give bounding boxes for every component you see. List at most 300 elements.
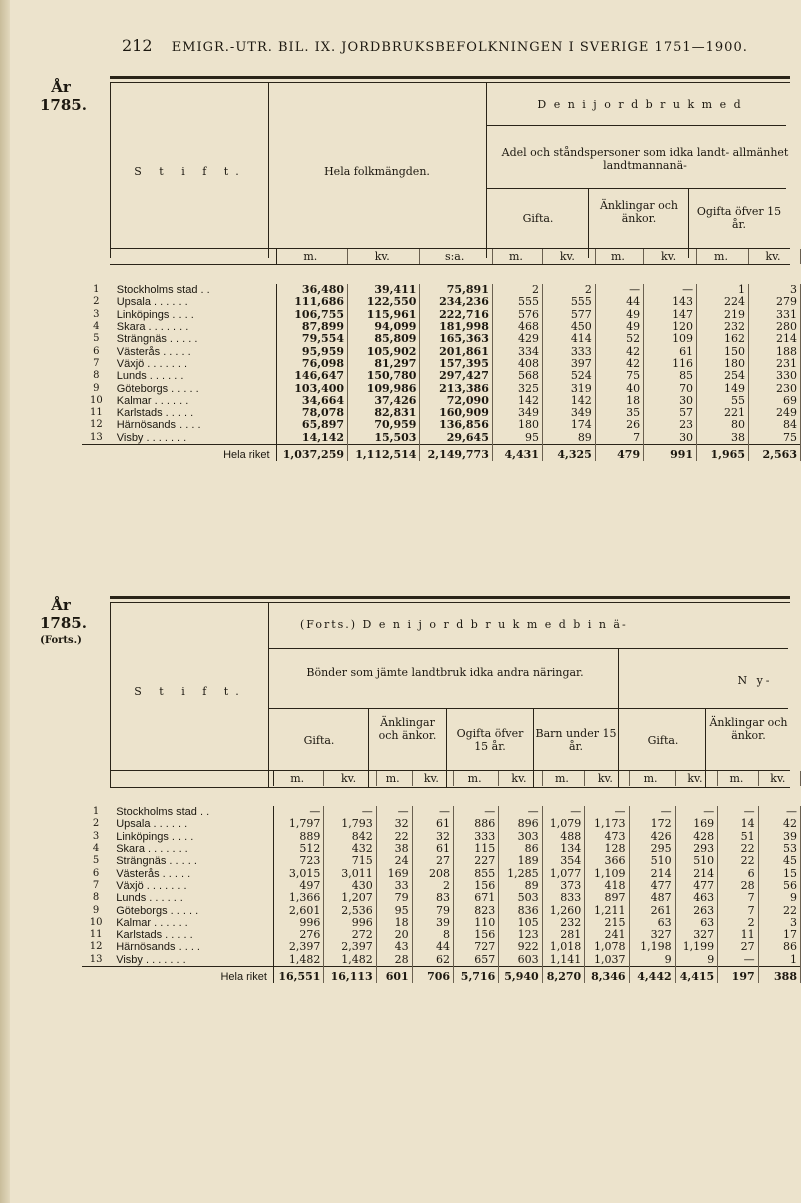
data-cell: 70 xyxy=(644,382,697,394)
data-cell: 134 xyxy=(542,843,585,855)
row-number: 10 xyxy=(89,916,103,928)
data-cell: 181,998 xyxy=(420,321,492,333)
data-cell: 723 xyxy=(273,855,323,867)
data-cell: 855 xyxy=(454,867,499,879)
data-cell: 70,959 xyxy=(348,419,420,431)
row-number: 5 xyxy=(93,333,100,345)
data-cell: 727 xyxy=(454,941,499,953)
data-cell: 109,986 xyxy=(348,382,420,394)
total-cell: 197 xyxy=(718,966,758,983)
data-cell: 224 xyxy=(697,296,749,308)
data-cell: 116 xyxy=(644,358,697,370)
data-cell: 28 xyxy=(718,880,758,892)
table-row xyxy=(82,432,801,445)
data-cell: 7 xyxy=(595,432,643,445)
row-number: 2 xyxy=(92,818,100,830)
data-cell: 1,285 xyxy=(499,867,542,879)
table-row xyxy=(82,309,801,321)
data-cell: 488 xyxy=(542,831,585,843)
data-cell: 281 xyxy=(542,929,585,941)
data-cell: 165,363 xyxy=(420,333,492,345)
row-number: 1 xyxy=(93,284,100,296)
data-cell: 418 xyxy=(585,880,629,892)
total-cell: 1,112,514 xyxy=(348,444,420,461)
data-cell: 85,809 xyxy=(348,333,420,345)
data-cell: 22 xyxy=(376,831,412,843)
data-cell: 85 xyxy=(644,370,697,382)
total-cell: 4,325 xyxy=(542,444,595,461)
stift-name: Härnösands . . . . xyxy=(110,941,273,953)
stift-name: Västerås . . . . . xyxy=(110,867,273,879)
stift-name: Växjö . . . . . . . xyxy=(110,880,273,892)
unit: m. xyxy=(697,249,749,264)
data-cell: 22 xyxy=(718,843,758,855)
data-cell: 52 xyxy=(595,333,643,345)
row-number: 4 xyxy=(93,321,100,333)
table-row xyxy=(82,929,801,941)
data-cell: 136,856 xyxy=(420,419,492,431)
unit: m. xyxy=(376,771,412,786)
year-value: 1785. xyxy=(40,614,87,632)
ogifta-header: Ogifta öfver 15 år. xyxy=(696,205,782,231)
data-cell: 149 xyxy=(697,382,749,394)
data-cell: 842 xyxy=(324,831,376,843)
data-cell: 156 xyxy=(454,880,499,892)
data-cell: 18 xyxy=(595,395,643,407)
unit: kv. xyxy=(758,771,800,786)
data-cell: 87,899 xyxy=(276,321,348,333)
row-number: 6 xyxy=(93,345,100,357)
data-cell: 27 xyxy=(718,941,758,953)
total-cell: 479 xyxy=(595,444,643,461)
data-cell: 22 xyxy=(758,904,800,916)
total-cell: 2,149,773 xyxy=(420,444,492,461)
data-cell: 222,716 xyxy=(420,309,492,321)
data-cell: 95,959 xyxy=(276,345,348,357)
unit: kv. xyxy=(324,771,376,786)
stift-name: Karlstads . . . . . xyxy=(110,929,273,941)
stift-name: Göteborgs . . . . . xyxy=(111,382,276,394)
stift-name: Upsala . . . . . . xyxy=(110,818,273,830)
data-cell: 349 xyxy=(492,407,542,419)
table-1 xyxy=(82,249,801,461)
anklingar-header: Änklingar och änkor. xyxy=(378,716,437,742)
data-cell: — xyxy=(499,806,542,818)
data-cell: 232 xyxy=(542,917,585,929)
stift-name: Linköpings . . . . xyxy=(111,309,276,321)
table-row xyxy=(82,296,801,308)
data-cell: 249 xyxy=(748,407,800,419)
data-cell: 510 xyxy=(629,855,675,867)
data-cell: 576 xyxy=(492,309,542,321)
data-cell: 254 xyxy=(697,370,749,382)
unit: kv. xyxy=(542,249,595,264)
unit: kv. xyxy=(675,771,718,786)
data-cell: 657 xyxy=(454,954,499,967)
total-cell: 1,037,259 xyxy=(276,444,348,461)
data-cell: 180 xyxy=(697,358,749,370)
data-cell: 147 xyxy=(644,309,697,321)
data-cell: 42 xyxy=(595,358,643,370)
data-cell: 37,426 xyxy=(348,395,420,407)
data-cell: 325 xyxy=(492,382,542,394)
data-cell: 76,098 xyxy=(276,358,348,370)
data-cell: 62 xyxy=(412,954,453,967)
data-cell: 34,664 xyxy=(276,395,348,407)
table-row xyxy=(82,818,801,830)
table-row xyxy=(82,419,801,431)
data-cell: — xyxy=(629,806,675,818)
data-cell: 889 xyxy=(273,831,323,843)
data-cell: 94,099 xyxy=(348,321,420,333)
data-cell: 38 xyxy=(697,432,749,445)
unit: kv. xyxy=(348,249,420,264)
data-cell: — xyxy=(412,806,453,818)
table-row xyxy=(82,358,801,370)
data-cell: 279 xyxy=(748,296,800,308)
data-cell: 55 xyxy=(697,395,749,407)
forts-label: (Forts.) xyxy=(40,635,82,646)
data-cell: 432 xyxy=(324,843,376,855)
sub-title: Adel och ståndspersoner som idka landt- allmänhet landtmannanä- xyxy=(501,146,789,172)
year-label: År xyxy=(51,596,71,614)
table-row xyxy=(82,284,801,296)
data-cell: 1,482 xyxy=(273,954,323,967)
data-cell: 8 xyxy=(412,929,453,941)
gifta2-header: Gifta. xyxy=(647,734,679,747)
total-cell: 16,551 xyxy=(273,966,323,983)
data-cell: — xyxy=(585,806,629,818)
data-cell: 1,141 xyxy=(542,954,585,967)
data-cell: 833 xyxy=(542,892,585,904)
data-cell: 1,198 xyxy=(629,941,675,953)
stift-name: Visby . . . . . . . xyxy=(111,432,276,445)
data-cell: — xyxy=(718,806,758,818)
data-cell: 2,536 xyxy=(324,904,376,916)
row-number: 3 xyxy=(93,308,100,320)
data-cell: 996 xyxy=(273,917,323,929)
data-cell: 169 xyxy=(675,818,718,830)
data-cell: 24 xyxy=(376,855,412,867)
data-cell: 1,366 xyxy=(273,892,323,904)
units-row xyxy=(82,249,801,264)
data-cell: 276 xyxy=(273,929,323,941)
data-cell: 201,861 xyxy=(420,345,492,357)
stift-name: Strängnäs . . . . . xyxy=(111,333,276,345)
data-cell: 39 xyxy=(758,831,800,843)
data-cell: 232 xyxy=(697,321,749,333)
total-cell: 1,965 xyxy=(697,444,749,461)
units-row xyxy=(82,771,801,786)
data-cell: 373 xyxy=(542,880,585,892)
total-cell: 16,113 xyxy=(324,966,376,983)
data-cell: 42 xyxy=(758,818,800,830)
data-cell: 11 xyxy=(718,929,758,941)
unit: m. xyxy=(542,771,585,786)
row-number: 8 xyxy=(92,892,100,904)
data-cell: 2 xyxy=(412,880,453,892)
data-cell: 261 xyxy=(629,904,675,916)
stift-name: Göteborgs . . . . . xyxy=(110,904,273,916)
data-cell: 555 xyxy=(542,296,595,308)
data-cell: 3,015 xyxy=(273,867,323,879)
data-cell: 1,207 xyxy=(324,892,376,904)
data-cell: 1,018 xyxy=(542,941,585,953)
data-cell: 463 xyxy=(675,892,718,904)
data-cell: 214 xyxy=(629,867,675,879)
page-edge xyxy=(0,0,10,1203)
data-cell: 30 xyxy=(644,432,697,445)
data-cell: — xyxy=(273,806,323,818)
data-cell: 156 xyxy=(454,929,499,941)
data-cell: 109 xyxy=(644,333,697,345)
data-cell: 14 xyxy=(718,818,758,830)
total-cell: 8,346 xyxy=(585,966,629,983)
table-row xyxy=(82,867,801,879)
data-cell: 75 xyxy=(595,370,643,382)
data-cell: 487 xyxy=(629,892,675,904)
data-cell: 22 xyxy=(718,855,758,867)
data-cell: 473 xyxy=(585,831,629,843)
data-cell: 89 xyxy=(542,432,595,445)
data-cell: 327 xyxy=(629,929,675,941)
data-cell: 430 xyxy=(324,880,376,892)
unit: kv. xyxy=(748,249,800,264)
data-cell: 230 xyxy=(748,382,800,394)
unit: kv. xyxy=(585,771,629,786)
row-number: 1 xyxy=(92,806,100,818)
data-cell: 428 xyxy=(675,831,718,843)
data-cell: 18 xyxy=(376,917,412,929)
data-cell: 110 xyxy=(454,917,499,929)
total-cell: 5,940 xyxy=(499,966,542,983)
data-cell: 9 xyxy=(629,954,675,967)
data-cell: 214 xyxy=(675,867,718,879)
unit: s:a. xyxy=(420,249,492,264)
unit: m. xyxy=(492,249,542,264)
data-cell: 1,482 xyxy=(324,954,376,967)
data-cell: 1,793 xyxy=(324,818,376,830)
data-cell: 189 xyxy=(499,855,542,867)
unit: kv. xyxy=(499,771,542,786)
data-cell: 512 xyxy=(273,843,323,855)
table-row xyxy=(82,904,801,916)
row-number: 7 xyxy=(92,879,100,891)
data-cell: 56 xyxy=(758,880,800,892)
year-value: 1785. xyxy=(40,96,87,114)
data-cell: 79 xyxy=(376,892,412,904)
data-cell: 172 xyxy=(629,818,675,830)
row-number: 10 xyxy=(90,394,103,406)
data-cell: 996 xyxy=(324,917,376,929)
data-cell: 1 xyxy=(758,954,800,967)
anklingar2-header: Änklingar och änkor. xyxy=(709,716,788,742)
data-cell: 27 xyxy=(412,855,453,867)
stift-name: Lunds . . . . . . xyxy=(110,892,273,904)
data-cell: 83 xyxy=(412,892,453,904)
data-cell: 836 xyxy=(499,904,542,916)
data-cell: 671 xyxy=(454,892,499,904)
data-cell: 39 xyxy=(412,917,453,929)
total-cell: 601 xyxy=(376,966,412,983)
data-cell: 128 xyxy=(585,843,629,855)
data-cell: 1,079 xyxy=(542,818,585,830)
year-label: År xyxy=(51,78,71,96)
data-cell: — xyxy=(675,806,718,818)
data-cell: 103,400 xyxy=(276,382,348,394)
data-cell: 61 xyxy=(644,345,697,357)
data-cell: 1,199 xyxy=(675,941,718,953)
data-cell: 7 xyxy=(718,892,758,904)
data-cell: 81,297 xyxy=(348,358,420,370)
data-cell: 1,260 xyxy=(542,904,585,916)
data-cell: 95 xyxy=(376,904,412,916)
data-cell: 3 xyxy=(748,284,800,296)
data-cell: 123 xyxy=(499,929,542,941)
data-cell: 208 xyxy=(412,867,453,879)
total-label: Hela riket xyxy=(111,444,276,461)
stift-name: Visby . . . . . . . xyxy=(110,954,273,967)
data-cell: 157,395 xyxy=(420,358,492,370)
data-cell: — xyxy=(454,806,499,818)
data-cell: 14,142 xyxy=(276,432,348,445)
table-row xyxy=(82,954,801,967)
data-cell: 84 xyxy=(748,419,800,431)
data-cell: 169 xyxy=(376,867,412,879)
data-cell: 38 xyxy=(376,843,412,855)
data-cell: 568 xyxy=(492,370,542,382)
group-title: (Forts.) D e n i j o r d b r u k m e d b i n ä- xyxy=(300,618,628,631)
data-cell: 57 xyxy=(644,407,697,419)
data-cell: 221 xyxy=(697,407,749,419)
stift-name: Upsala . . . . . . xyxy=(111,296,276,308)
data-cell: 80 xyxy=(697,419,749,431)
data-cell: 49 xyxy=(595,309,643,321)
table-row xyxy=(82,407,801,419)
data-cell: 214 xyxy=(748,333,800,345)
data-cell: 468 xyxy=(492,321,542,333)
data-cell: 272 xyxy=(324,929,376,941)
data-cell: 82,831 xyxy=(348,407,420,419)
running-head xyxy=(122,36,748,55)
data-cell: 15 xyxy=(758,867,800,879)
unit: m. xyxy=(276,249,348,264)
row-number: 12 xyxy=(89,941,103,953)
data-cell: 333 xyxy=(542,345,595,357)
data-cell: 922 xyxy=(499,941,542,953)
year-block-2 xyxy=(40,596,87,650)
data-cell: 408 xyxy=(492,358,542,370)
data-cell: 503 xyxy=(499,892,542,904)
data-cell: 146,647 xyxy=(276,370,348,382)
data-cell: 39,411 xyxy=(348,284,420,296)
data-cell: 78,078 xyxy=(276,407,348,419)
data-cell: 29,645 xyxy=(420,432,492,445)
total-cell: 5,716 xyxy=(454,966,499,983)
data-cell: 51 xyxy=(718,831,758,843)
table-2 xyxy=(82,771,801,983)
data-cell: 40 xyxy=(595,382,643,394)
data-cell: 715 xyxy=(324,855,376,867)
data-cell: 69 xyxy=(748,395,800,407)
data-cell: 15,503 xyxy=(348,432,420,445)
data-cell: 9 xyxy=(758,892,800,904)
data-cell: 477 xyxy=(629,880,675,892)
data-cell: 44 xyxy=(595,296,643,308)
data-cell: 61 xyxy=(412,818,453,830)
data-cell: 43 xyxy=(376,941,412,953)
year-block-1 xyxy=(40,78,87,114)
page-title: EMIGR.-UTR. BIL. IX. JORDBRUKSBEFOLKNINGEN I SVERIGE 1751—1900. xyxy=(171,40,748,55)
total-cell: 706 xyxy=(412,966,453,983)
data-cell: — xyxy=(376,806,412,818)
data-cell: 95 xyxy=(492,432,542,445)
row-number: 3 xyxy=(92,830,100,842)
data-cell: 1,078 xyxy=(585,941,629,953)
row-number: 8 xyxy=(93,370,100,382)
stift-name: Skara . . . . . . . xyxy=(110,843,273,855)
data-cell: 36,480 xyxy=(276,284,348,296)
data-cell: 143 xyxy=(644,296,697,308)
stift-header: S t i f t. xyxy=(134,685,246,698)
data-cell: 429 xyxy=(492,333,542,345)
table-row xyxy=(82,395,801,407)
total-cell: 8,270 xyxy=(542,966,585,983)
table-row xyxy=(82,806,801,818)
unit: m. xyxy=(273,771,323,786)
data-cell: 35 xyxy=(595,407,643,419)
table-row xyxy=(82,941,801,953)
stift-name: Växjö . . . . . . . xyxy=(111,358,276,370)
data-cell: 2 xyxy=(542,284,595,296)
data-cell: 366 xyxy=(585,855,629,867)
table-row xyxy=(82,917,801,929)
data-cell: 63 xyxy=(675,917,718,929)
data-cell: 886 xyxy=(454,818,499,830)
gifta-header: Gifta. xyxy=(522,212,554,225)
stift-name: Stockholms stad . . xyxy=(110,806,273,818)
data-cell: 86 xyxy=(499,843,542,855)
data-cell: 2 xyxy=(492,284,542,296)
data-cell: 9 xyxy=(675,954,718,967)
data-cell: 142 xyxy=(492,395,542,407)
data-cell: 327 xyxy=(675,929,718,941)
data-cell: 414 xyxy=(542,333,595,345)
row-number: 7 xyxy=(93,357,100,369)
stift-header: S t i f t. xyxy=(134,165,246,178)
data-cell: — xyxy=(644,284,697,296)
total-cell: 2,563 xyxy=(748,444,800,461)
data-cell: 334 xyxy=(492,345,542,357)
data-cell: — xyxy=(542,806,585,818)
data-cell: 397 xyxy=(542,358,595,370)
data-cell: 330 xyxy=(748,370,800,382)
stift-name: Västerås . . . . . xyxy=(111,345,276,357)
data-cell: 2,397 xyxy=(273,941,323,953)
stift-name: Linköpings . . . . xyxy=(110,831,273,843)
data-cell: 3 xyxy=(758,917,800,929)
data-cell: 1,797 xyxy=(273,818,323,830)
stift-name: Karlstads . . . . . xyxy=(111,407,276,419)
data-cell: 333 xyxy=(454,831,499,843)
row-number: 2 xyxy=(93,296,100,308)
data-cell: 426 xyxy=(629,831,675,843)
stift-name: Lunds . . . . . . xyxy=(111,370,276,382)
ogifta-header: Ogifta öfver 15 år. xyxy=(456,727,524,753)
data-cell: 115 xyxy=(454,843,499,855)
row-number: 4 xyxy=(92,843,100,855)
data-cell: 1,173 xyxy=(585,818,629,830)
